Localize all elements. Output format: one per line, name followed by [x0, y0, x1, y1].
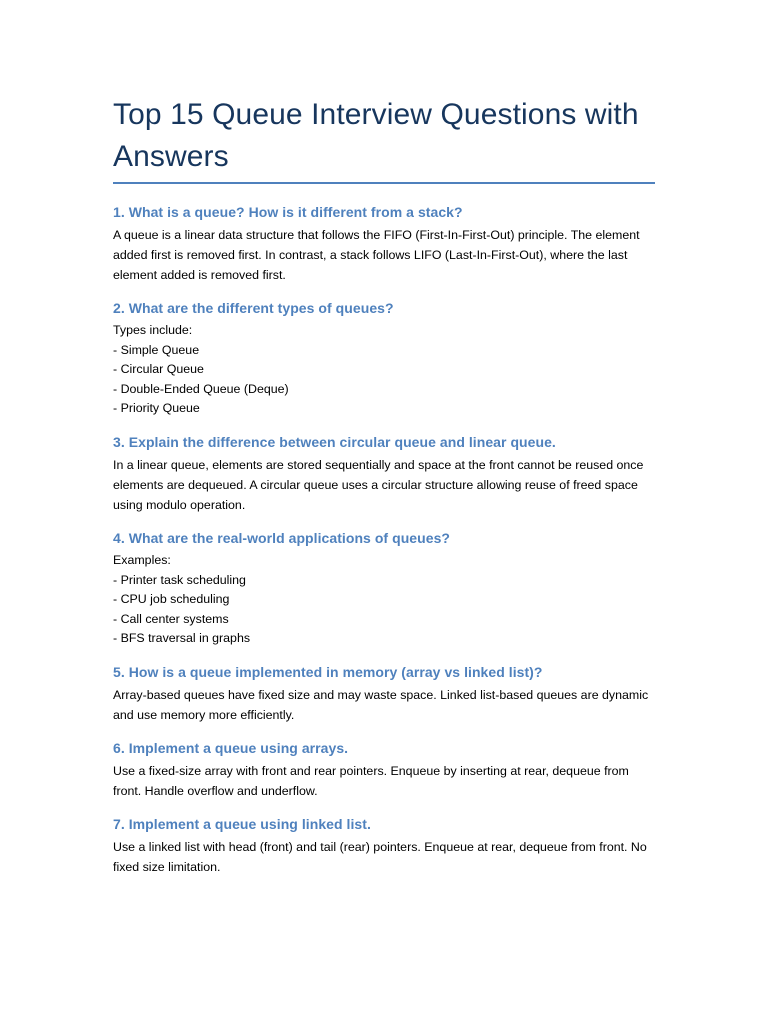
- answer-list: [113, 551, 655, 649]
- question-7: [113, 815, 655, 877]
- title-underline: [113, 182, 655, 184]
- answer-line: - BFS traversal in graphs: [113, 631, 251, 646]
- answer-line: - Call center systems: [113, 611, 229, 626]
- answer-list: [113, 321, 655, 419]
- answer-line: - CPU job scheduling: [113, 592, 230, 607]
- answer-line: - Simple Queue: [113, 342, 200, 357]
- answer-line: - Double-Ended Queue (Deque): [113, 381, 289, 396]
- question-heading: 6. Implement a queue using arrays.: [113, 739, 349, 756]
- question-4: [113, 529, 655, 649]
- answer-line: - Circular Queue: [113, 362, 204, 377]
- document-title: Top 15 Queue Interview Questions with Answers: [113, 98, 639, 173]
- question-6: [113, 739, 655, 801]
- question-3: [113, 433, 655, 515]
- answer-line: - Priority Queue: [113, 401, 200, 416]
- question-heading: 4. What are the real-world applications of queues?: [113, 529, 451, 546]
- answer-paragraph: Use a fixed-size array with front and rear pointers. Enqueue by inserting at rear, dequeue from front. Handle overflow and underflow.: [113, 763, 629, 798]
- question-heading: 1. What is a queue? How is it different from a stack?: [113, 204, 463, 220]
- question-heading: 2. What are the different types of queues?: [113, 300, 394, 316]
- document-page: [113, 94, 655, 877]
- question-2: [113, 299, 655, 419]
- answer-paragraph: In a linear queue, elements are stored sequentially and space at the front cannot be reused once elements are dequeued. A circular queue uses a circular structure allowing reuse of freed space using modulo operation.: [113, 457, 644, 512]
- question-heading: 5. How is a queue implemented in memory (array vs linked list)?: [113, 663, 543, 680]
- question-5: [113, 663, 655, 725]
- question-1: [113, 203, 655, 285]
- answer-line: - Printer task scheduling: [113, 572, 246, 587]
- answer-paragraph: Array-based queues have fixed size and may waste space. Linked list-based queues are dynamic and use memory more efficiently.: [113, 687, 649, 722]
- question-heading: 7. Implement a queue using linked list.: [113, 815, 371, 832]
- answer-line: Examples:: [113, 552, 171, 567]
- answer-line: Types include:: [113, 323, 193, 337]
- answer-paragraph: Use a linked list with head (front) and tail (rear) pointers. Enqueue at rear, dequeue from front. No fixed size limitation.: [113, 839, 647, 874]
- question-heading: 3. Explain the difference between circular queue and linear queue.: [113, 433, 556, 450]
- answer-paragraph: A queue is a linear data structure that follows the FIFO (First-In-First-Out) principle. The element added first is removed first. In contrast, a stack follows LIFO (Last-In-First-Out), where the last element added is removed first.: [113, 228, 640, 282]
